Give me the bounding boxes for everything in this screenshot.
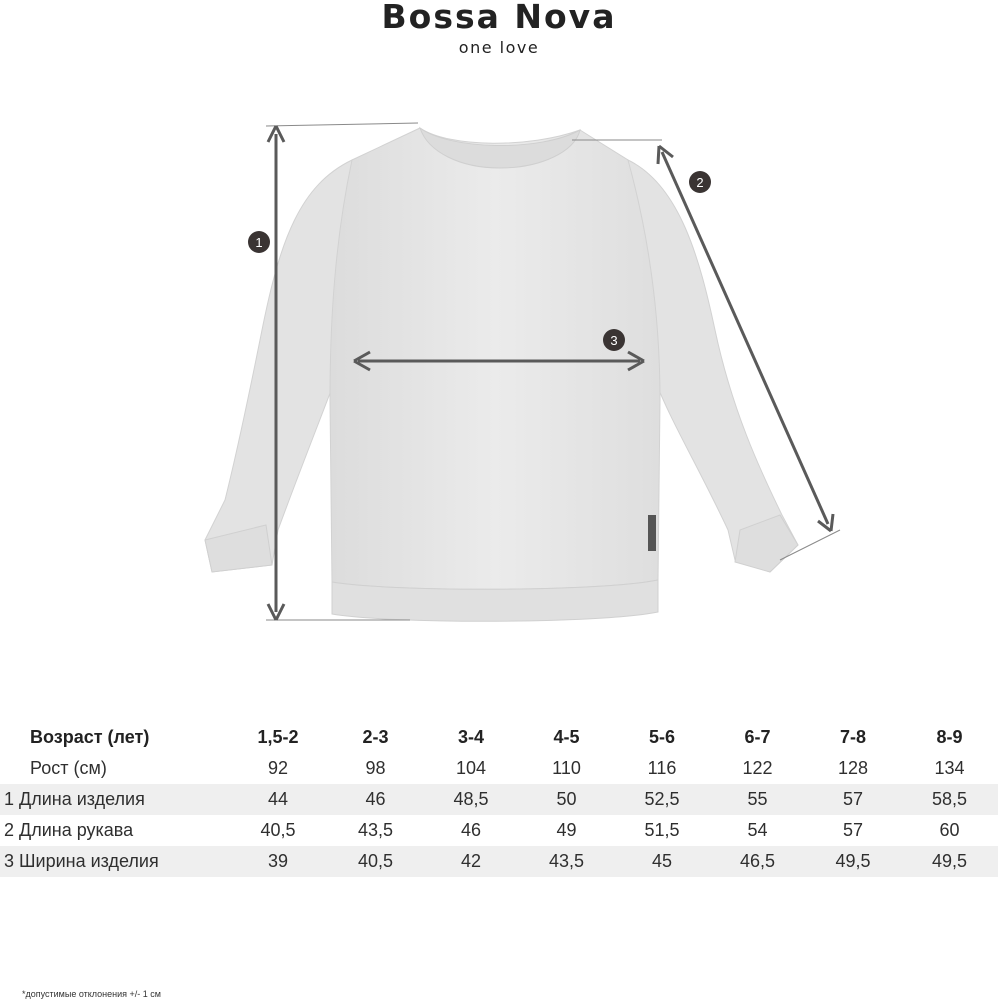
table-cell: 45 xyxy=(614,846,710,877)
sweatshirt-image xyxy=(205,128,798,621)
table-cell: 46 xyxy=(328,784,423,815)
table-cell: 57 xyxy=(842,820,864,840)
table-cell: 49 xyxy=(556,820,577,840)
table-cell: 51,5 xyxy=(644,820,680,840)
table-cell: 43,5 xyxy=(519,846,614,877)
table-cell: 43,5 xyxy=(357,820,394,840)
header-cell: 3-4 xyxy=(457,727,484,747)
row-label: Рост (см) xyxy=(30,758,107,778)
header-cell: 4-5 xyxy=(553,727,580,747)
header-cell: 6-7 xyxy=(744,727,771,747)
table-cell: 116 xyxy=(647,758,677,778)
table-cell: 46,5 xyxy=(710,846,805,877)
table-cell: 49,5 xyxy=(901,846,998,877)
table-cell: 46 xyxy=(460,820,482,840)
table-header-row xyxy=(0,722,998,753)
table-cell: 42 xyxy=(423,846,519,877)
header-cell: 2-3 xyxy=(362,727,389,747)
table-cell: 40,5 xyxy=(328,846,423,877)
table-cell: 60 xyxy=(939,820,960,840)
table-row xyxy=(0,846,998,877)
table-cell: 40,5 xyxy=(260,820,296,840)
table-cell: 49,5 xyxy=(805,846,901,877)
table-cell: 54 xyxy=(747,820,768,840)
table-cell: 57 xyxy=(805,784,901,815)
marker-2 xyxy=(689,171,711,193)
table-cell: 134 xyxy=(934,758,965,778)
table-cell: 104 xyxy=(455,758,487,778)
size-chart-table xyxy=(0,722,998,877)
table-row xyxy=(0,815,998,846)
row-label: 2 Длина рукава xyxy=(4,820,134,840)
table-cell: 44 xyxy=(228,784,328,815)
row-label: 1 Длина изделия xyxy=(0,784,228,815)
table-cell: 48,5 xyxy=(423,784,519,815)
table-cell: 98 xyxy=(365,758,386,778)
marker-1 xyxy=(248,231,270,253)
table-cell: 128 xyxy=(837,758,869,778)
table-cell: 110 xyxy=(552,758,581,778)
marker-1-label: 1 xyxy=(255,235,263,250)
table-row xyxy=(0,753,998,784)
header-label: Возраст (лет) xyxy=(30,727,150,747)
header-cell: 7-8 xyxy=(839,727,866,747)
row-label: 3 Ширина изделия xyxy=(0,846,228,877)
tolerance-note: *допустимые отклонения +/- 1 см xyxy=(22,989,161,999)
table-cell: 39 xyxy=(228,846,328,877)
brand-logo: Bossa Nova xyxy=(381,0,617,36)
brand-tagline: one love xyxy=(458,38,540,57)
table-cell: 58,5 xyxy=(901,784,998,815)
table-row xyxy=(0,784,998,815)
table-cell: 50 xyxy=(519,784,614,815)
marker-2-label: 2 xyxy=(696,175,704,190)
marker-3-label: 3 xyxy=(610,333,618,348)
table-cell: 92 xyxy=(267,758,289,778)
header-cell: 5-6 xyxy=(648,727,675,747)
table-cell: 122 xyxy=(742,758,773,778)
table-cell: 52,5 xyxy=(614,784,710,815)
table-cell: 55 xyxy=(710,784,805,815)
marker-3 xyxy=(603,329,625,351)
header-cell: 1,5-2 xyxy=(257,727,299,747)
header-cell: 8-9 xyxy=(936,727,963,747)
